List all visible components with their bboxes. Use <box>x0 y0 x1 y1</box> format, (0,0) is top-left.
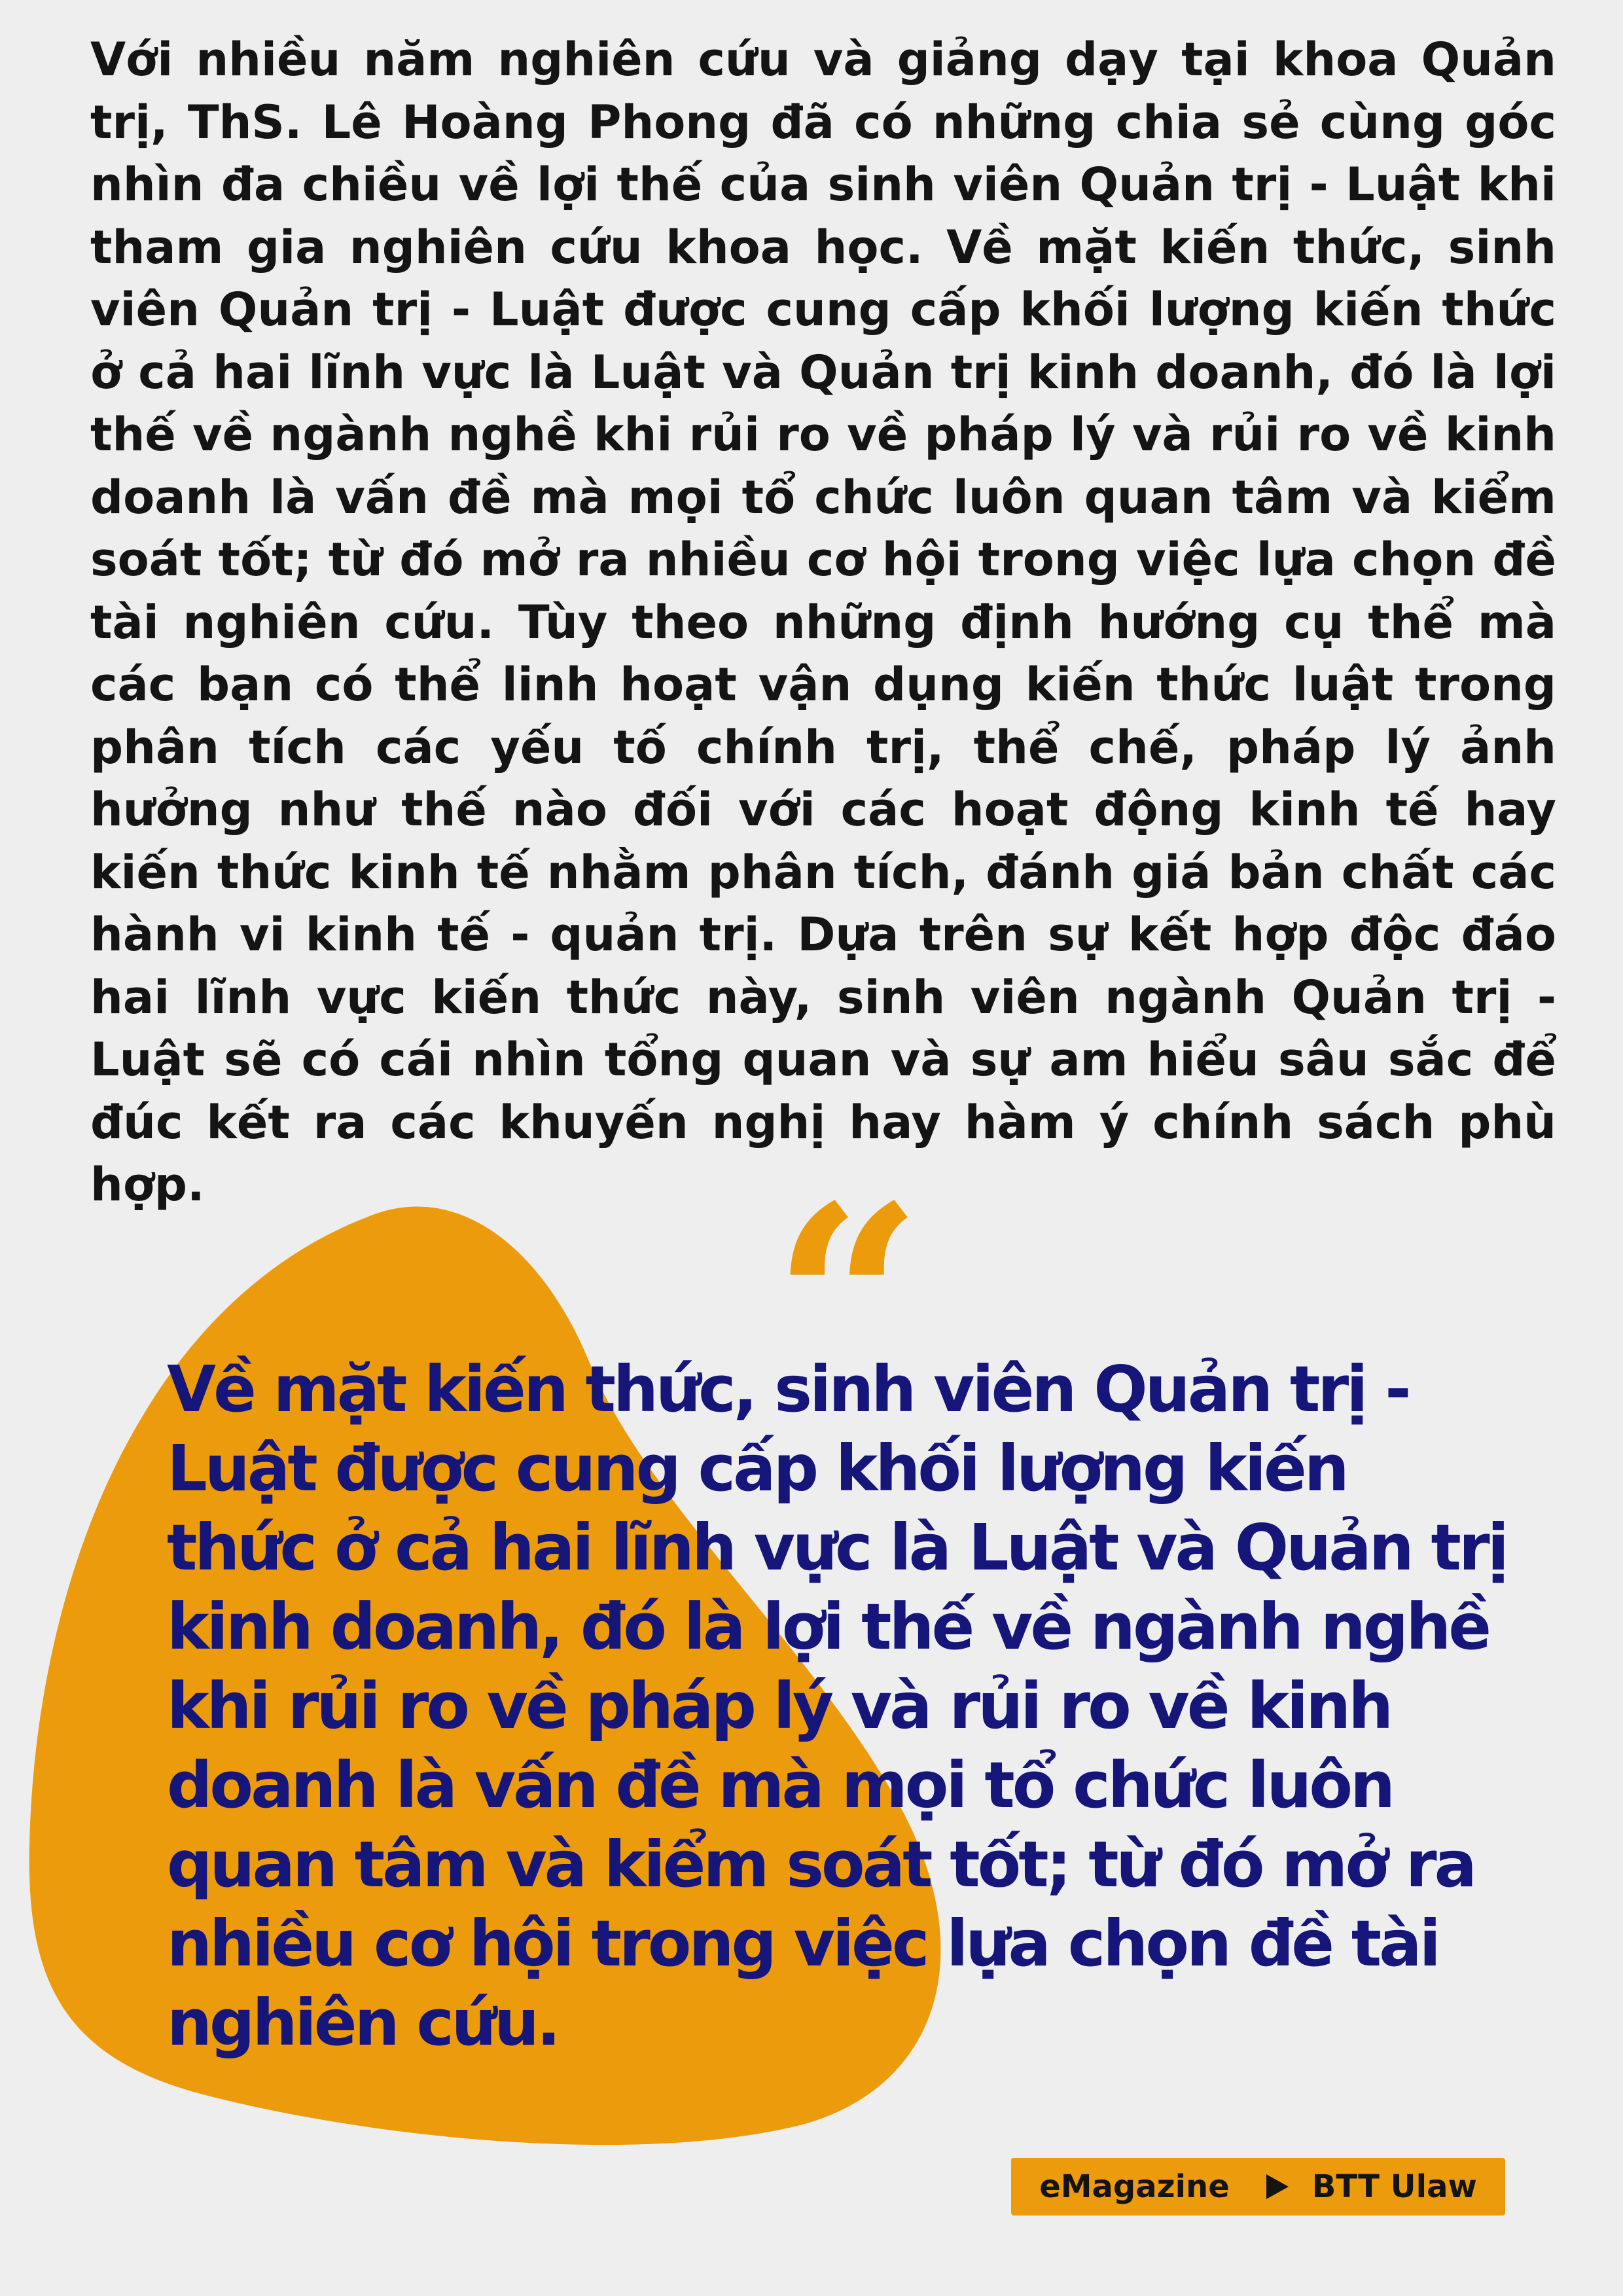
quotation-mark-icon: “ <box>772 1149 923 1456</box>
body-paragraph: Với nhiều năm nghiên cứu và giảng dạy tại khoa Quản trị, ThS. Lê Hoàng Phong đã có những chia sẻ cùng góc nhìn đa chiều về lợi thế của sinh viên Quản trị - Luật khi tham gia nghiên cứu khoa học. Về mặt kiến thức, sinh viên Quản trị - Luật được cung cấp khối lượng kiến thức ở cả hai lĩnh vực là Luật và Quản trị kinh doanh, đó là lợi thế về ngành nghề khi rủi ro về pháp lý và rủi ro về kinh doanh là vấn đề mà mọi tổ chức luôn quan tâm và kiểm soát tốt; từ đó mở ra nhiều cơ hội trong việc lựa chọn đề tài nghiên cứu. Tùy theo những định hướng cụ thể mà các bạn có thể linh hoạt vận dụng kiến thức luật trong phân tích các yếu tố chính trị, thể chế, pháp lý ảnh hưởng như thế nào đối với các hoạt động kinh tế hay kiến thức kinh tế nhằm phân tích, đánh giá bản chất các hành vi kinh tế - quản trị. Dựa trên sự kết hợp độc đáo hai lĩnh vực kiến thức này, sinh viên ngành Quản trị - Luật sẽ có cái nhìn tổng quan và sự am hiểu sâu sắc để đúc kết ra các khuyến nghị hay hàm ý chính sách phù hợp. <box>90 33 1556 1211</box>
play-arrow-icon <box>1266 2174 1289 2199</box>
credit-badge <box>1011 2158 1505 2215</box>
pull-quote: Về mặt kiến thức, sinh viên Quản trị - Luật được cung cấp khối lượng kiến thức ở cả hai lĩnh vực là Luật và Quản trị kinh doanh, đó là lợi thế về ngành nghề khi rủi ro về pháp lý và rủi ro về kinh doanh là vấn đề mà mọi tổ chức luôn quan tâm và kiểm soát tốt; từ đó mở ra nhiều cơ hội trong việc lựa chọn đề tài nghiên cứu. <box>167 1352 1507 2060</box>
publication-name: eMagazine <box>1039 2168 1230 2205</box>
author-name: BTT Ulaw <box>1311 2168 1477 2205</box>
